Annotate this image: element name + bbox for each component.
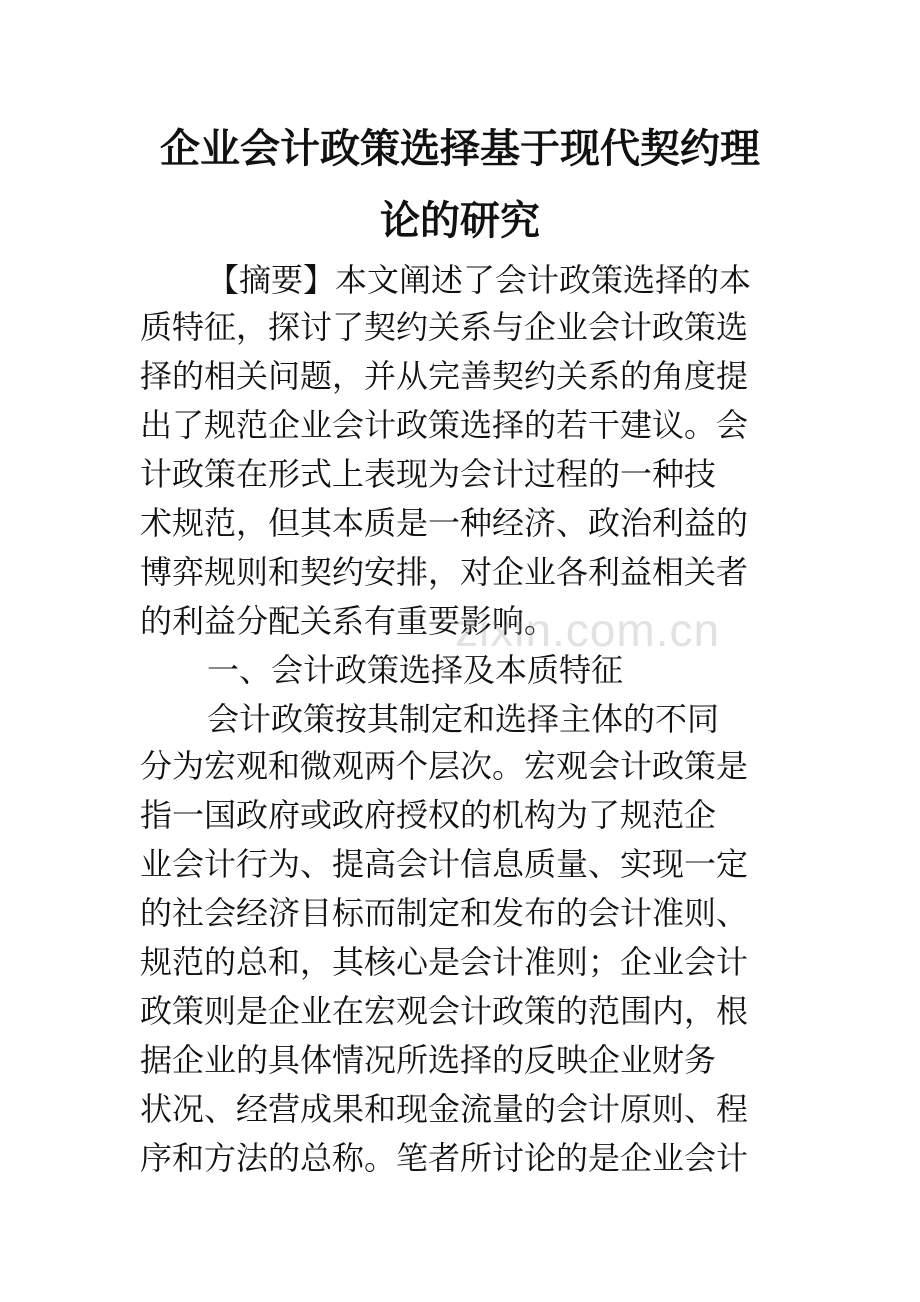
body-line: 规范的总和，其核心是会计准则；企业会计 bbox=[140, 943, 749, 981]
abstract-line: 计政策在形式上表现为会计过程的一种技 bbox=[140, 455, 717, 493]
abstract-line: 出了规范企业会计政策选择的若干建议。会 bbox=[140, 406, 749, 444]
document-title-line-2: 论的研究 bbox=[380, 198, 540, 244]
body-line: 政策则是企业在宏观会计政策的范围内，根 bbox=[140, 992, 749, 1030]
abstract-line: 博弈规则和契约安排，对企业各利益相关者 bbox=[140, 553, 749, 591]
body-line: 指一国政府或政府授权的机构为了规范企 bbox=[140, 796, 717, 834]
abstract-line: 质特征，探讨了契约关系与企业会计政策选 bbox=[140, 308, 749, 346]
body-line: 据企业的具体情况所选择的反映企业财务 bbox=[140, 1041, 717, 1079]
abstract-line: 术规范，但其本质是一种经济、政治利益的 bbox=[140, 504, 749, 542]
body-line: 状况、经营成果和现金流量的会计原则、程 bbox=[140, 1090, 749, 1128]
abstract-line: 择的相关问题，并从完善契约关系的角度提 bbox=[140, 357, 749, 395]
watermark: zixin.com.cn bbox=[455, 604, 721, 656]
body-line: 业会计行为、提高会计信息质量、实现一定 bbox=[140, 845, 749, 883]
body-line: 的社会经济目标而制定和发布的会计准则、 bbox=[140, 894, 749, 932]
body-line: 分为宏观和微观两个层次。宏观会计政策是 bbox=[140, 747, 749, 785]
abstract-line: 【摘要】本文阐述了会计政策选择的本 bbox=[207, 261, 752, 299]
body-line: 会计政策按其制定和选择主体的不同 bbox=[207, 700, 720, 738]
document-title-line-1: 企业会计政策选择基于现代契约理 bbox=[160, 126, 760, 172]
section-heading: 一、会计政策选择及本质特征 bbox=[207, 651, 624, 689]
body-line: 序和方法的总称。笔者所讨论的是企业会计 bbox=[140, 1139, 749, 1177]
abstract-line: 的利益分配关系有重要影响。 bbox=[140, 602, 557, 640]
